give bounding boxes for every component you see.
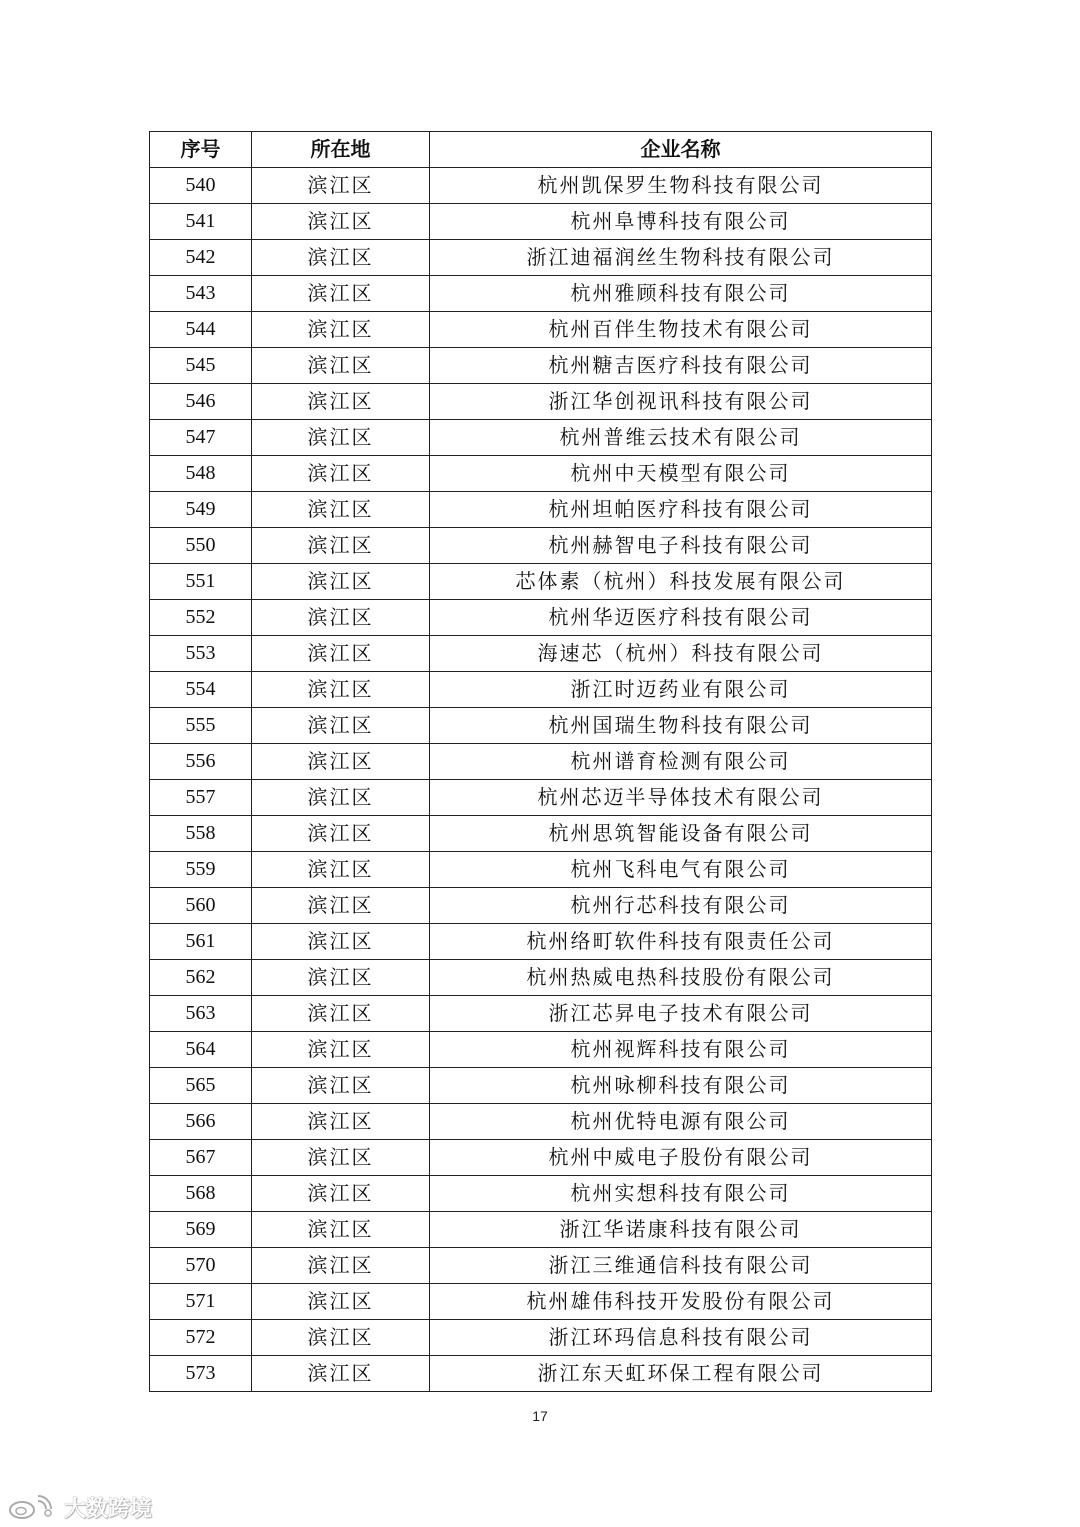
- cell-location: 滨江区: [252, 996, 430, 1032]
- cell-no: 568: [150, 1176, 252, 1212]
- table-row: [150, 492, 932, 528]
- cell-no: 551: [150, 564, 252, 600]
- table-row: [150, 852, 932, 888]
- cell-no: 547: [150, 420, 252, 456]
- table-row: [150, 1212, 932, 1248]
- cell-location: 滨江区: [252, 276, 430, 312]
- table-row: [150, 1320, 932, 1356]
- cell-company: 杭州中威电子股份有限公司: [430, 1140, 932, 1176]
- cell-no: 563: [150, 996, 252, 1032]
- cell-location: 滨江区: [252, 672, 430, 708]
- table-row: [150, 1356, 932, 1392]
- cell-company: 杭州华迈医疗科技有限公司: [430, 600, 932, 636]
- table-row: [150, 240, 932, 276]
- cell-company: 杭州实想科技有限公司: [430, 1176, 932, 1212]
- cell-company: 浙江东天虹环保工程有限公司: [430, 1356, 932, 1392]
- cell-no: 540: [150, 168, 252, 204]
- cell-no: 567: [150, 1140, 252, 1176]
- cell-company: 杭州思筑智能设备有限公司: [430, 816, 932, 852]
- cell-company: 杭州凯保罗生物科技有限公司: [430, 168, 932, 204]
- cell-company: 杭州糖吉医疗科技有限公司: [430, 348, 932, 384]
- cell-no: 543: [150, 276, 252, 312]
- table-row: [150, 636, 932, 672]
- header-company: 企业名称: [430, 132, 932, 168]
- cell-location: 滨江区: [252, 1320, 430, 1356]
- cell-no: 572: [150, 1320, 252, 1356]
- cell-no: 573: [150, 1356, 252, 1392]
- cell-no: 559: [150, 852, 252, 888]
- cell-location: 滨江区: [252, 1140, 430, 1176]
- cell-location: 滨江区: [252, 852, 430, 888]
- cell-no: 560: [150, 888, 252, 924]
- cell-location: 滨江区: [252, 312, 430, 348]
- cell-location: 滨江区: [252, 1032, 430, 1068]
- table-row: [150, 1104, 932, 1140]
- cell-company: 杭州雅顾科技有限公司: [430, 276, 932, 312]
- watermark-text: 大数跨境: [64, 1497, 153, 1522]
- cell-company: 杭州优特电源有限公司: [430, 1104, 932, 1140]
- cell-no: 552: [150, 600, 252, 636]
- cell-location: 滨江区: [252, 1104, 430, 1140]
- cell-location: 滨江区: [252, 636, 430, 672]
- cell-location: 滨江区: [252, 420, 430, 456]
- cell-company: 杭州国瑞生物科技有限公司: [430, 708, 932, 744]
- cell-company: 杭州谱育检测有限公司: [430, 744, 932, 780]
- cell-location: 滨江区: [252, 708, 430, 744]
- cell-company: 浙江时迈药业有限公司: [430, 672, 932, 708]
- cell-location: 滨江区: [252, 1068, 430, 1104]
- table-row: [150, 168, 932, 204]
- table-row: [150, 600, 932, 636]
- cell-no: 553: [150, 636, 252, 672]
- header-no: 序号: [150, 132, 252, 168]
- cell-company: 杭州雄伟科技开发股份有限公司: [430, 1284, 932, 1320]
- table-body: [150, 168, 932, 1392]
- table-row: [150, 1140, 932, 1176]
- cell-no: 554: [150, 672, 252, 708]
- cell-no: 550: [150, 528, 252, 564]
- cell-location: 滨江区: [252, 168, 430, 204]
- cell-location: 滨江区: [252, 744, 430, 780]
- cell-company: 杭州络町软件科技有限责任公司: [430, 924, 932, 960]
- table-row: [150, 816, 932, 852]
- cell-location: 滨江区: [252, 240, 430, 276]
- cell-no: 565: [150, 1068, 252, 1104]
- table-header-row: [150, 132, 932, 168]
- cell-company: 杭州普维云技术有限公司: [430, 420, 932, 456]
- cell-location: 滨江区: [252, 600, 430, 636]
- cell-location: 滨江区: [252, 528, 430, 564]
- table-row: [150, 1248, 932, 1284]
- table-row: [150, 204, 932, 240]
- cell-no: 562: [150, 960, 252, 996]
- cell-location: 滨江区: [252, 960, 430, 996]
- cell-company: 杭州飞科电气有限公司: [430, 852, 932, 888]
- table-row: [150, 312, 932, 348]
- header-location: 所在地: [252, 132, 430, 168]
- cell-no: 548: [150, 456, 252, 492]
- weibo-logo-icon: [8, 1495, 58, 1521]
- cell-no: 545: [150, 348, 252, 384]
- table-row: [150, 276, 932, 312]
- cell-no: 542: [150, 240, 252, 276]
- table-row: [150, 420, 932, 456]
- cell-company: 杭州咏柳科技有限公司: [430, 1068, 932, 1104]
- cell-company: 杭州百伴生物技术有限公司: [430, 312, 932, 348]
- table-row: [150, 960, 932, 996]
- cell-location: 滨江区: [252, 1284, 430, 1320]
- cell-company: 杭州热威电热科技股份有限公司: [430, 960, 932, 996]
- cell-company: 杭州芯迈半导体技术有限公司: [430, 780, 932, 816]
- cell-location: 滨江区: [252, 1212, 430, 1248]
- cell-company: 杭州中天模型有限公司: [430, 456, 932, 492]
- cell-no: 561: [150, 924, 252, 960]
- cell-company: 浙江环玛信息科技有限公司: [430, 1320, 932, 1356]
- table-row: [150, 780, 932, 816]
- table-row: [150, 528, 932, 564]
- table-row: [150, 708, 932, 744]
- cell-company: 浙江华创视讯科技有限公司: [430, 384, 932, 420]
- table-row: [150, 1068, 932, 1104]
- cell-no: 544: [150, 312, 252, 348]
- cell-company: 芯体素（杭州）科技发展有限公司: [430, 564, 932, 600]
- cell-no: 570: [150, 1248, 252, 1284]
- cell-location: 滨江区: [252, 888, 430, 924]
- cell-location: 滨江区: [252, 1248, 430, 1284]
- cell-no: 546: [150, 384, 252, 420]
- cell-company: 杭州行芯科技有限公司: [430, 888, 932, 924]
- cell-location: 滨江区: [252, 348, 430, 384]
- cell-no: 549: [150, 492, 252, 528]
- cell-location: 滨江区: [252, 456, 430, 492]
- cell-location: 滨江区: [252, 384, 430, 420]
- cell-company: 杭州赫智电子科技有限公司: [430, 528, 932, 564]
- cell-location: 滨江区: [252, 1176, 430, 1212]
- cell-location: 滨江区: [252, 816, 430, 852]
- watermark: [8, 1492, 152, 1523]
- cell-location: 滨江区: [252, 1356, 430, 1392]
- cell-company: 浙江迪福润丝生物科技有限公司: [430, 240, 932, 276]
- cell-company: 杭州视辉科技有限公司: [430, 1032, 932, 1068]
- cell-company: 浙江三维通信科技有限公司: [430, 1248, 932, 1284]
- cell-company: 浙江华诺康科技有限公司: [430, 1212, 932, 1248]
- table-row: [150, 384, 932, 420]
- table-row: [150, 996, 932, 1032]
- table-row: [150, 924, 932, 960]
- cell-location: 滨江区: [252, 924, 430, 960]
- cell-company: 海速芯（杭州）科技有限公司: [430, 636, 932, 672]
- cell-company: 杭州坦帕医疗科技有限公司: [430, 492, 932, 528]
- table-row: [150, 1032, 932, 1068]
- page-number: 17: [532, 1408, 548, 1424]
- cell-no: 569: [150, 1212, 252, 1248]
- cell-no: 566: [150, 1104, 252, 1140]
- company-table: [149, 131, 932, 1392]
- cell-company: 浙江芯昇电子技术有限公司: [430, 996, 932, 1032]
- cell-no: 556: [150, 744, 252, 780]
- cell-no: 555: [150, 708, 252, 744]
- table-row: [150, 456, 932, 492]
- cell-location: 滨江区: [252, 492, 430, 528]
- cell-no: 571: [150, 1284, 252, 1320]
- table-row: [150, 744, 932, 780]
- table-row: [150, 348, 932, 384]
- cell-no: 541: [150, 204, 252, 240]
- table-row: [150, 1284, 932, 1320]
- cell-no: 558: [150, 816, 252, 852]
- table-row: [150, 1176, 932, 1212]
- cell-no: 564: [150, 1032, 252, 1068]
- cell-location: 滨江区: [252, 564, 430, 600]
- cell-no: 557: [150, 780, 252, 816]
- cell-location: 滨江区: [252, 204, 430, 240]
- table-row: [150, 672, 932, 708]
- cell-location: 滨江区: [252, 780, 430, 816]
- table-row: [150, 564, 932, 600]
- cell-company: 杭州阜博科技有限公司: [430, 204, 932, 240]
- table-row: [150, 888, 932, 924]
